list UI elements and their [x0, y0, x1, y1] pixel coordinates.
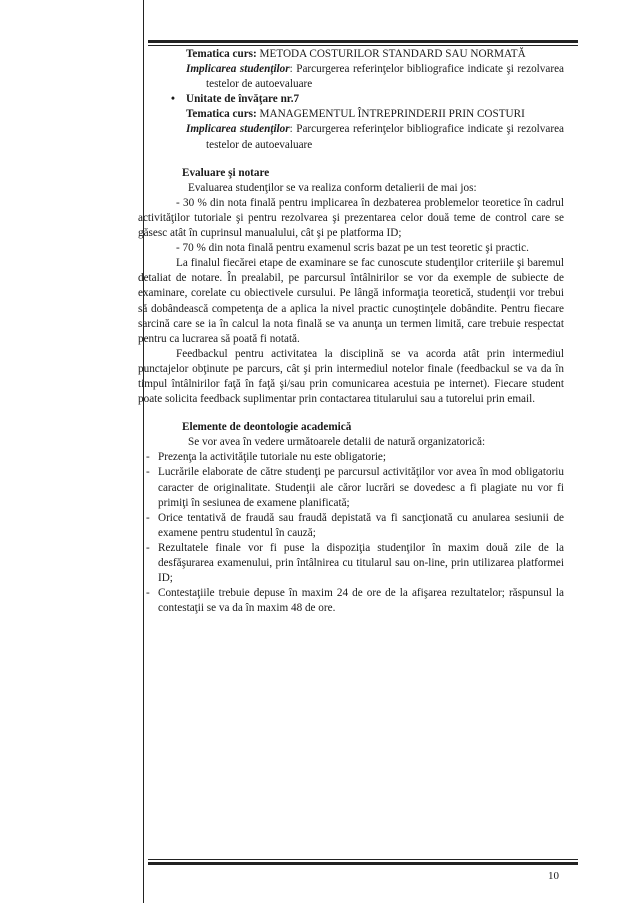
evaluation-heading: Evaluare şi notare — [182, 166, 270, 179]
deontology-intro: Se vor avea în vedere următoarele detalii de natură organizatorică: — [188, 436, 486, 449]
bullet-icon: • — [171, 93, 175, 106]
topic-2-title: MANAGEMENTUL ÎNTREPRINDERII PRIN COSTURI — [259, 108, 525, 121]
learning-unit-7 — [138, 92, 564, 107]
topic-2-label: Tematica curs: — [186, 108, 257, 121]
list-item: - Lucrările elaborate de către studenţi pe parcursul activităţilor vor avea în mod obligatoriu caracter de originalitate. Studenţii ale căror lucrări se dovedesc a fi plagiate nu vor fi primiţi în sesiunea de examene planificată; — [146, 466, 564, 509]
footer-rule — [148, 859, 578, 865]
topic-1-title: METODA COSTURILOR STANDARD SAU NORMATĂ — [259, 48, 526, 60]
list-item: - Contestaţiile trebuie depuse în maxim 24 de ore de la afişarea rezultatelor; răspunsul la contestaţii se va da în maxim 48 de ore. — [146, 587, 564, 615]
list-item: - Prezenţa la activităţile tutoriale nu este obligatorie; — [146, 451, 387, 464]
topic-1-involvement-text: : Parcurgerea referinţelor bibliografice indicate şi rezolvarea testelor de autoevaluare — [206, 63, 565, 91]
evaluation-intro: Evaluarea studenţilor se va realiza conform detalierii de mai jos: — [188, 181, 477, 194]
evaluation-feedback: Feedbackul pentru activitatea la disciplină se va acorda atât prin intermediul punctajelor obţinute pe parcurs, cât şi prin intermediul notelor finale (feedbackul se va da în timpul întâlnirilor faţă în faţă şi/sau prin comunicarea acestuia pe internet). Fiecare student poate solicita feedback suplimentar prin contactarea titularului sau a tutorelui prin email. — [138, 347, 564, 406]
page-content — [138, 47, 564, 616]
evaluation-exam-weight: - 70 % din nota finală pentru examenul scris bazat pe un test teoretic şi practic. — [176, 242, 529, 255]
topic-2-involvement-label: Implicarea studenţilor — [186, 123, 290, 136]
list-item: - Rezultatele finale vor fi puse la dispoziţia studenţilor în maxim două zile de la desfăşurarea examenului, prin întâlnirea cu titularul sau on-line, prin utilizarea platformei ID; — [146, 541, 564, 585]
evaluation-criteria: La finalul fiecărei etape de examinare se fac cunoscute studenţilor criteriile şi baremul detaliat de notare. În prealabil, pe parcursul întâlnirilor se vor da exemple de subiecte de examinare, corelate cu obiectivele cursului. Pe lângă informaţia teoretică, studenţii vor trebui să dobândească competenţa de a aplica la nivel practic cunoştinţele dobândite. Pentru fiecare sarcină care se ia în calcul la nota finală se va anunţa un termen limită, care trebuie respectat pentru ca lucrarea să poată fi notată. — [138, 257, 564, 345]
topic-2 — [138, 107, 564, 122]
topic-1-label: Tematica curs: — [186, 48, 257, 60]
deontology-heading: Elemente de deontologie academică — [182, 421, 352, 434]
evaluation-seminar-weight: - 30 % din nota finală pentru implicarea în dezbaterea problemelor teoretice în cadrul activităţilor tutoriale şi pentru rezolvarea şi prezentarea celor două teme de control care se găsesc atât în cuprinsul manualului, cât şi pe platforma ID; — [138, 196, 564, 240]
list-item: - Orice tentativă de fraudă sau fraudă depistată va fi sancţionată cu anularea sesiunii de examene pentru studentul în cauză; — [146, 511, 564, 539]
learning-unit-label: Unitate de învăţare nr.7 — [186, 93, 300, 106]
header-rule — [148, 40, 578, 46]
topic-1-involvement — [138, 62, 564, 92]
deontology-list — [138, 450, 564, 616]
topic-2-involvement-text: : Parcurgerea referinţelor bibliografice indicate şi rezolvarea testelor de autoevaluare — [206, 123, 565, 151]
topic-1 — [138, 47, 564, 62]
topic-1-involvement-label: Implicarea studenţilor — [186, 63, 290, 76]
topic-2-involvement — [138, 122, 564, 152]
page-number: 10 — [548, 870, 559, 882]
